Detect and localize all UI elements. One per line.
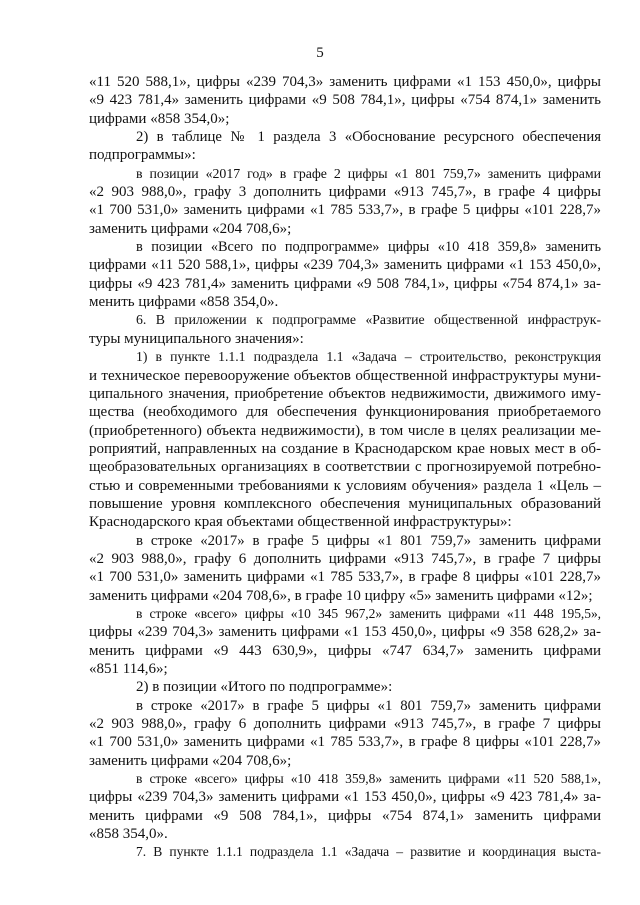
text-line: 1) в пункте 1.1.1 подраздела 1.1 «Задача – строительство, реконструкция bbox=[136, 349, 601, 365]
text-line: «2 903 988,0», графу 6 дополнить цифрами «913 745,7», в графе 7 цифры bbox=[89, 550, 601, 567]
text-line: в строке «2017» в графе 5 цифры «1 801 759,7» заменить цифрами bbox=[136, 532, 601, 549]
text-line: в строке «2017» в графе 5 цифры «1 801 759,7» заменить цифрами bbox=[136, 697, 601, 714]
text-line: «1 700 531,0» заменить цифрами «1 785 533,7», в графе 8 цифры «101 228,7» bbox=[89, 569, 601, 586]
text-line: заменить цифрами «204 708,6», в графе 10 цифру «5» заменить цифрами «12»; bbox=[89, 587, 593, 604]
text-line: в позиции «Всего по подпрограмме» цифры «10 418 359,8» заменить bbox=[136, 239, 601, 256]
text-line: в строке «всего» цифры «10 345 967,2» заменить цифрами «11 448 195,5», bbox=[136, 605, 601, 621]
text-line: щеобразовательных организациях в соответствии с прогнозируемой потребно- bbox=[89, 459, 601, 476]
text-line: «851 114,6»; bbox=[89, 661, 168, 677]
text-line: роприятий, направленных на создание в Краснодарском крае новых мест в об- bbox=[89, 440, 601, 457]
text-line: ципального значения, приобретение объектов недвижимости, движимого иму- bbox=[89, 385, 601, 402]
paragraph bbox=[89, 311, 601, 348]
text-line: менить цифрами «9 443 630,9», цифры «747 634,7» заменить цифрами bbox=[89, 642, 601, 659]
text-line: менить цифрами «9 508 784,1», цифры «754 874,1» заменить цифрами bbox=[89, 807, 601, 824]
text-line: повышение уровня комплексного обеспечения муниципальных образований bbox=[89, 495, 601, 512]
text-line: и техническое перевооружение объектов общественной инфраструктуры муни- bbox=[89, 367, 601, 384]
text-line: цифрами «11 520 588,1», цифры «239 704,3» заменить цифрами «1 153 450,0», bbox=[89, 257, 601, 274]
text-line: «11 520 588,1», цифры «239 704,3» заменить цифрами «1 153 450,0», цифры bbox=[89, 74, 601, 90]
text-line: подпрограммы»: bbox=[89, 147, 196, 164]
paragraph bbox=[89, 348, 601, 531]
text-line: «1 700 531,0» заменить цифрами «1 785 533,7», в графе 5 цифры «101 228,7» bbox=[89, 202, 601, 219]
text-line: менить цифрами «858 354,0». bbox=[89, 294, 279, 311]
paragraph bbox=[89, 678, 601, 696]
text-line: цифры «239 704,3» заменить цифрами «1 153 450,0», цифры «9 423 781,4» за- bbox=[89, 789, 601, 806]
paragraph bbox=[89, 697, 601, 770]
document-body bbox=[89, 73, 601, 862]
paragraph bbox=[89, 165, 601, 238]
text-line: цифры «9 423 781,4» заменить цифрами «9 508 784,1», цифры «754 874,1» за- bbox=[89, 275, 601, 292]
text-line: 7. В пункте 1.1.1 подраздела 1.1 «Задача – развитие и координация выста- bbox=[136, 844, 601, 860]
text-line: 2) в таблице № 1 раздела 3 «Обоснование ресурсного обеспечения bbox=[136, 129, 601, 146]
text-line: туры муниципального значения»: bbox=[89, 330, 304, 347]
text-line: стью и современными требованиями к условиям обучения» раздела 1 «Цель – bbox=[89, 477, 601, 494]
text-line: Краснодарского края объектами общественной инфраструктуры»: bbox=[89, 514, 512, 531]
paragraph bbox=[89, 843, 601, 861]
paragraph bbox=[89, 605, 601, 678]
text-line: щества (необходимого для обеспечения функционирования приобретаемого bbox=[89, 404, 601, 421]
text-line: заменить цифрами «204 708,6»; bbox=[89, 220, 292, 237]
text-line: «2 903 988,0», графу 3 дополнить цифрами «913 745,7», в графе 4 цифры bbox=[89, 184, 601, 201]
text-line: 2) в позиции «Итого по подпрограмме»: bbox=[136, 679, 393, 696]
paragraph bbox=[89, 238, 601, 311]
text-line: цифрами «858 354,0»; bbox=[89, 110, 230, 127]
text-line: «858 354,0». bbox=[89, 826, 168, 843]
paragraph bbox=[89, 770, 601, 843]
text-line: (приобретенного) объекта недвижимости), в том числе в целях реализации ме- bbox=[89, 422, 601, 439]
text-line: «2 903 988,0», графу 6 дополнить цифрами «913 745,7», в графе 7 цифры bbox=[89, 716, 601, 733]
page-number: 5 bbox=[316, 45, 324, 61]
text-line: цифры «239 704,3» заменить цифрами «1 153 450,0», цифры «9 358 628,2» за- bbox=[89, 624, 601, 641]
paragraph bbox=[89, 532, 601, 605]
text-line: 6. В приложении к подпрограмме «Развитие общественной инфраструк- bbox=[136, 312, 601, 328]
paragraph bbox=[89, 128, 601, 165]
text-line: в строке «всего» цифры «10 418 359,8» заменить цифрами «11 520 588,1», bbox=[136, 771, 601, 787]
text-line: заменить цифрами «204 708,6»; bbox=[89, 752, 292, 769]
paragraph bbox=[89, 73, 601, 128]
text-line: «1 700 531,0» заменить цифрами «1 785 533,7», в графе 8 цифры «101 228,7» bbox=[89, 734, 601, 751]
text-line: «9 423 781,4» заменить цифрами «9 508 784,1», цифры «754 874,1» заменить bbox=[89, 92, 601, 109]
text-line: в позиции «2017 год» в графе 2 цифры «1 801 759,7» заменить цифрами bbox=[136, 165, 601, 181]
